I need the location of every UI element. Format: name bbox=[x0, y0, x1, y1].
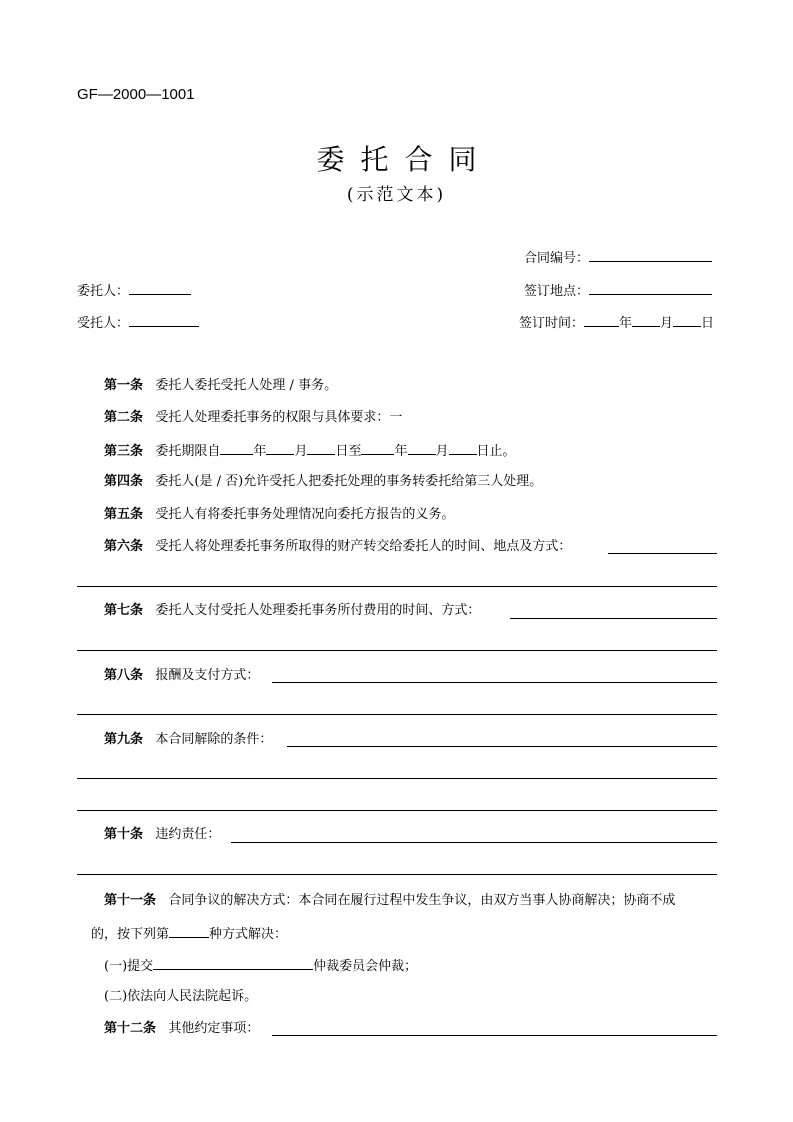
year-label: 年 bbox=[394, 444, 408, 459]
article-9-blank-line[interactable] bbox=[77, 778, 717, 779]
article-12 bbox=[104, 1021, 259, 1037]
article-text: 报酬及支付方式： bbox=[155, 668, 260, 683]
agent-label: 受托人： bbox=[77, 316, 130, 331]
article-9-blank[interactable] bbox=[287, 746, 717, 747]
article-5 bbox=[104, 507, 454, 523]
day-end-label: 日止。 bbox=[476, 444, 516, 459]
term-start-day-blank[interactable] bbox=[307, 442, 335, 455]
sign-year-blank[interactable] bbox=[584, 314, 619, 327]
article-2 bbox=[104, 410, 402, 426]
year-label: 年 bbox=[253, 444, 267, 459]
day-to-label: 日至 bbox=[335, 444, 362, 459]
article-number: 第十一条 bbox=[104, 893, 157, 908]
article-number: 第三条 bbox=[104, 444, 144, 459]
document-code: GF—2000—1001 bbox=[77, 86, 195, 103]
article-8-blank[interactable] bbox=[272, 682, 717, 683]
year-label: 年 bbox=[619, 316, 633, 331]
article-text: 委托人(是 / 否)允许受托人把委托处理的事务转委托给第三人处理。 bbox=[155, 474, 543, 489]
sign-time-label: 签订时间： bbox=[519, 316, 585, 331]
article-6 bbox=[104, 539, 571, 555]
sign-time-field bbox=[519, 314, 714, 332]
sign-place-label: 签订地点： bbox=[524, 284, 590, 299]
article-12-blank[interactable] bbox=[272, 1035, 717, 1036]
article-6-blank-line[interactable] bbox=[77, 586, 717, 587]
article-7-blank-line[interactable] bbox=[77, 650, 717, 651]
principal-blank[interactable] bbox=[129, 282, 191, 295]
option-text: (一)提交 bbox=[104, 959, 154, 974]
article-11-continuation bbox=[91, 925, 287, 943]
month-label: 月 bbox=[294, 444, 308, 459]
contract-number-field bbox=[524, 249, 712, 267]
article-text: 委托人支付受托人处理委托事务所付费用的时间、方式： bbox=[155, 603, 481, 618]
article-10 bbox=[104, 827, 220, 843]
article-9 bbox=[104, 732, 272, 748]
agent-blank[interactable] bbox=[129, 314, 199, 327]
article-11-option-2 bbox=[104, 989, 257, 1005]
article-text: 种方式解决： bbox=[209, 927, 288, 942]
article-text: 其他约定事项： bbox=[168, 1021, 260, 1036]
article-number: 第四条 bbox=[104, 474, 144, 489]
article-8 bbox=[104, 668, 259, 684]
article-text: 委托期限自 bbox=[155, 444, 221, 459]
contract-number-label: 合同编号： bbox=[524, 251, 590, 266]
sign-place-field bbox=[524, 282, 712, 300]
article-number: 第六条 bbox=[104, 539, 144, 554]
article-10-blank[interactable] bbox=[231, 842, 717, 843]
month-label: 月 bbox=[660, 316, 674, 331]
article-10-blank-line[interactable] bbox=[77, 874, 717, 875]
article-number: 第一条 bbox=[104, 378, 144, 393]
article-text: 受托人处理委托事务的权限与具体要求：一 bbox=[155, 410, 403, 425]
sign-day-blank[interactable] bbox=[673, 314, 701, 327]
document-subtitle: (示范文本) bbox=[346, 185, 447, 205]
document-title: 委托合同 bbox=[316, 143, 493, 176]
arbitration-committee-blank[interactable] bbox=[153, 957, 313, 970]
option-text: 仲裁委员会仲裁； bbox=[313, 959, 418, 974]
term-start-year-blank[interactable] bbox=[220, 442, 253, 455]
term-end-year-blank[interactable] bbox=[361, 442, 394, 455]
article-1 bbox=[104, 378, 337, 394]
month-label: 月 bbox=[435, 444, 449, 459]
article-text: 违约责任： bbox=[155, 827, 221, 842]
article-4 bbox=[104, 474, 542, 490]
article-text: 本合同解除的条件： bbox=[155, 732, 273, 747]
article-7-blank[interactable] bbox=[510, 618, 717, 619]
article-text: 委托人委托受托人处理 / 事务。 bbox=[155, 378, 338, 393]
dispute-option-blank[interactable] bbox=[169, 925, 209, 938]
term-end-day-blank[interactable] bbox=[449, 442, 477, 455]
article-7 bbox=[104, 603, 480, 619]
article-text: 合同争议的解决方式：本合同在履行过程中发生争议，由双方当事人协商解决；协商不成 bbox=[168, 893, 676, 908]
article-11-option-1 bbox=[104, 957, 417, 975]
article-6-blank[interactable] bbox=[608, 553, 717, 554]
sign-place-blank[interactable] bbox=[589, 282, 712, 295]
article-11 bbox=[104, 893, 675, 909]
article-number: 第十条 bbox=[104, 827, 144, 842]
agent-field bbox=[77, 314, 199, 332]
sign-month-blank[interactable] bbox=[632, 314, 660, 327]
article-number: 第十二条 bbox=[104, 1021, 157, 1036]
term-end-month-blank[interactable] bbox=[408, 442, 436, 455]
article-text: 的，按下列第 bbox=[91, 927, 170, 942]
principal-label: 委托人： bbox=[77, 284, 130, 299]
principal-field bbox=[77, 282, 191, 300]
article-text: 受托人有将委托事务处理情况向委托方报告的义务。 bbox=[155, 507, 455, 522]
article-9-blank-line[interactable] bbox=[77, 810, 717, 811]
article-number: 第八条 bbox=[104, 668, 144, 683]
article-number: 第九条 bbox=[104, 732, 144, 747]
day-label: 日 bbox=[701, 316, 715, 331]
option-text: (二)依法向人民法院起诉。 bbox=[104, 989, 258, 1004]
article-3 bbox=[104, 442, 516, 460]
article-number: 第二条 bbox=[104, 410, 144, 425]
term-start-month-blank[interactable] bbox=[266, 442, 294, 455]
article-number: 第七条 bbox=[104, 603, 144, 618]
article-8-blank-line[interactable] bbox=[77, 714, 717, 715]
article-text: 受托人将处理委托事务所取得的财产转交给委托人的时间、地点及方式： bbox=[155, 539, 572, 554]
contract-number-blank[interactable] bbox=[589, 249, 712, 262]
article-number: 第五条 bbox=[104, 507, 144, 522]
